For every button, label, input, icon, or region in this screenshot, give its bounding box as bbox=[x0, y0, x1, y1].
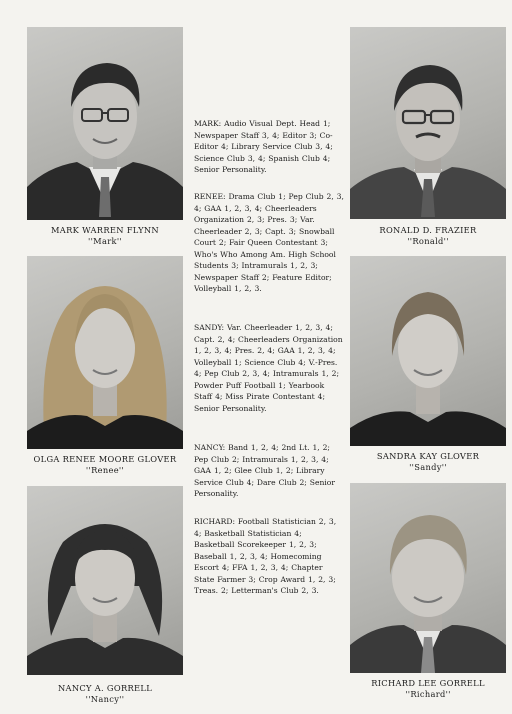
student-caption-richard bbox=[343, 678, 512, 700]
student-name: RONALD D. FRAZIER bbox=[379, 225, 477, 235]
student-name: OLGA RENEE MOORE GLOVER bbox=[33, 454, 177, 464]
portrait-photo-mark bbox=[27, 27, 183, 220]
student-nickname: ''Nancy'' bbox=[85, 694, 125, 704]
student-name: SANDRA KAY GLOVER bbox=[376, 451, 480, 461]
student-bio-nancy: NANCY: Band 1, 2, 4; 2nd Lt. 1, 2; Pep Club 2; Intramurals 1, 2, 3, 4; GAA 1, 2; Glee Club 1, 2; Library Service Club 4; Dare Club 2; Senior Personality. bbox=[194, 443, 335, 498]
student-caption-ronald bbox=[343, 225, 512, 247]
student-nickname: ''Mark'' bbox=[88, 236, 122, 246]
portrait-photo-renee bbox=[27, 256, 183, 449]
student-name: RICHARD LEE GORRELL bbox=[371, 678, 485, 688]
student-bio-mark: MARK: Audio Visual Dept. Head 1; Newspaper Staff 3, 4; Editor 3; Co-Editor 4; Library Service Club 3, 4; Science Club 3, 4; Spanish Club 4; Senior Personality. bbox=[194, 119, 333, 174]
student-nickname: ''Ronald'' bbox=[407, 236, 449, 246]
portrait-photo-nancy bbox=[27, 486, 183, 675]
student-bio-sandy: SANDY: Var. Cheerleader 1, 2, 3, 4; Capt. 2, 4; Cheerleaders Organization 1, 2, 3, 4; Pres. 2, 4; GAA 1, 2, 3, 4; Volleyball 1; Science Club 4; V.-Pres. 4; Pep Club 2, 3, 4; Intramurals 1, 2; Powder Puff Football 1; Yearbook Staff 4; Miss Pirate Contestant 4; Senior Personality. bbox=[194, 323, 343, 413]
student-caption-nancy bbox=[20, 683, 190, 705]
student-caption-renee bbox=[20, 454, 190, 476]
student-caption-mark bbox=[20, 225, 190, 247]
student-name: MARK WARREN FLYNN bbox=[51, 225, 159, 235]
student-nickname: ''Richard'' bbox=[405, 689, 451, 699]
student-nickname: ''Sandy'' bbox=[409, 462, 447, 472]
portrait-photo-richard bbox=[350, 483, 506, 673]
student-nickname: ''Renee'' bbox=[85, 465, 125, 475]
portrait-photo-sandy bbox=[350, 256, 506, 446]
student-bio-renee: RENEE: Drama Club 1; Pep Club 2, 3, 4; GAA 1, 2, 3, 4; Cheerleaders Organization 2, 3; Pres. 3; Var. Cheerleader 2, 3; Capt. 3; Snowball Court 2; Fair Queen Contestant 3; Who's Who Among Am. High School Students 3; Intramurals 1, 2, 3; Newspaper Staff 2; Feature Editor; Volleyball 1, 2, 3. bbox=[194, 192, 344, 293]
student-name: NANCY A. GORRELL bbox=[57, 683, 153, 693]
portrait-photo-ronald bbox=[350, 27, 506, 219]
student-bio-richard: RICHARD: Football Statistician 2, 3, 4; Basketball Statistician 4; Basketball Scorekeeper 1, 2, 3; Baseball 1, 2, 3, 4; Homecoming Escort 4; FFA 1, 2, 3, 4; Chapter State Farmer 3; Crop Award 1, 2, 3; Treas. 2; Letterman's Club 2, 3. bbox=[194, 517, 337, 595]
student-caption-sandy bbox=[343, 451, 512, 473]
